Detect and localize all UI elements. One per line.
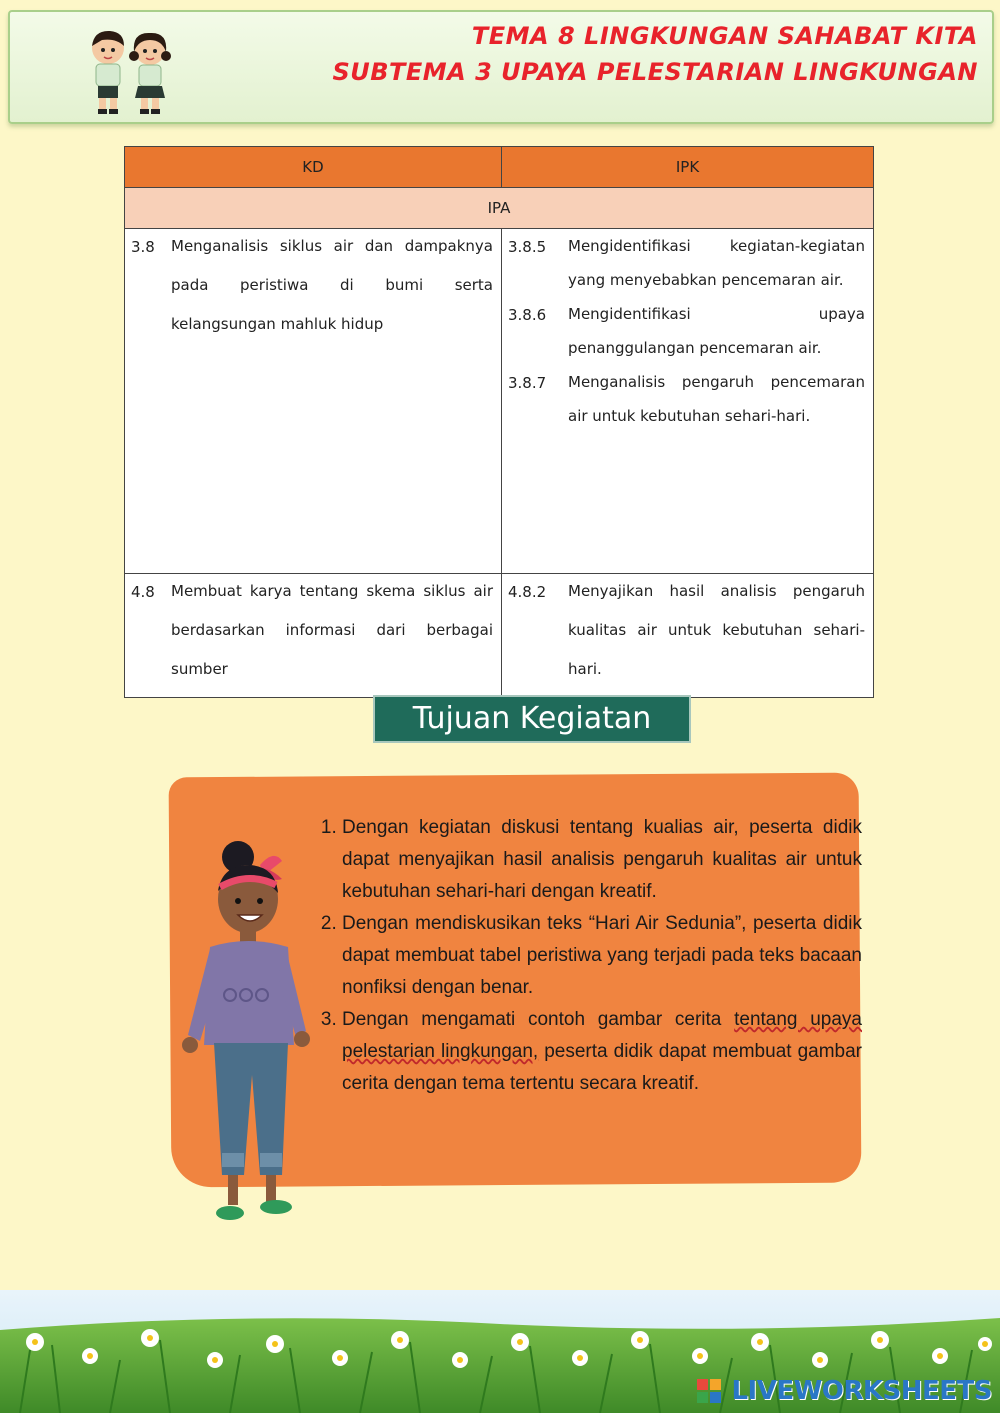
table-row xyxy=(125,229,874,574)
ipk-text: Mengidentifikasi upaya penanggulangan pencemaran air. xyxy=(568,305,865,357)
goal-text: Dengan kegiatan diskusi tentang kualias air, peserta didik dapat menyajikan hasil analisis pengaruh kualitas air untuk kebutuhan sehari-hari dengan kreatif. xyxy=(342,817,862,902)
ipk-number: 3.8.6 xyxy=(508,306,547,324)
kd-ipk-table xyxy=(124,146,874,698)
goal-text-underlined: tentang upaya pelestarian lingkungan, xyxy=(342,1009,862,1062)
table-header-row xyxy=(125,147,874,188)
ipk-number: 4.8.2 xyxy=(508,583,547,601)
theme-title: TEMA 8 LINGKUNGAN SAHABAT KITA xyxy=(471,22,978,50)
kd-text: Menganalisis siklus air dan dampaknya pada peristiwa di bumi serta kelangsungan mahluk hidup xyxy=(171,237,493,333)
table-row xyxy=(125,574,874,698)
goal-text: Dengan mengamati contoh gambar cerita xyxy=(342,1009,735,1030)
column-header-kd: KD xyxy=(125,147,502,188)
page-header xyxy=(8,10,994,124)
kd-number: 4.8 xyxy=(131,583,155,601)
ipk-text: Mengidentifikasi kegiatan-kegiatan yang menyebabkan pencemaran air. xyxy=(568,237,865,289)
kd-text: Membuat karya tentang skema siklus air berdasarkan informasi dari berbagai sumber xyxy=(171,582,493,678)
ipk-text: Menganalisis pengaruh pencemaran air untuk kebutuhan sehari-hari. xyxy=(568,373,865,425)
goal-item xyxy=(342,812,862,908)
ipk-text: Menyajikan hasil analisis pengaruh kualitas air untuk kebutuhan sehari-hari. xyxy=(568,582,865,678)
girl-illustration xyxy=(170,835,320,1235)
ipk-number: 3.8.5 xyxy=(508,238,547,256)
column-header-ipk: IPK xyxy=(502,147,874,188)
kd-cell xyxy=(125,229,502,574)
kd-number: 3.8 xyxy=(131,238,155,256)
liveworksheets-brand[interactable]: LIVEWORKSHEETS xyxy=(731,1376,992,1406)
ipk-cell xyxy=(502,574,874,698)
kd-cell xyxy=(125,574,502,698)
tujuan-kegiatan-banner: Tujuan Kegiatan xyxy=(373,695,691,743)
goal-text: Dengan mendiskusikan teks “Hari Air Sedunia”, peserta didik dapat membuat tabel peristiwa yang terjadi pada teks bacaan nonfiksi dengan benar. xyxy=(342,913,862,998)
liveworksheets-logo-icon xyxy=(696,1378,722,1404)
goals-list xyxy=(312,812,862,1100)
ipk-cell xyxy=(502,229,874,574)
subtheme-title: SUBTEMA 3 UPAYA PELESTARIAN LINGKUNGAN xyxy=(332,58,978,86)
ipk-number: 3.8.7 xyxy=(508,374,547,392)
subject-label: IPA xyxy=(125,188,874,229)
goal-text: peserta didik dapat membuat gambar cerita dengan tema tertentu secara kreatif. xyxy=(342,1041,863,1094)
goal-item xyxy=(342,1004,862,1100)
children-illustration xyxy=(80,26,180,116)
goal-item xyxy=(342,908,862,1004)
subject-row xyxy=(125,188,874,229)
